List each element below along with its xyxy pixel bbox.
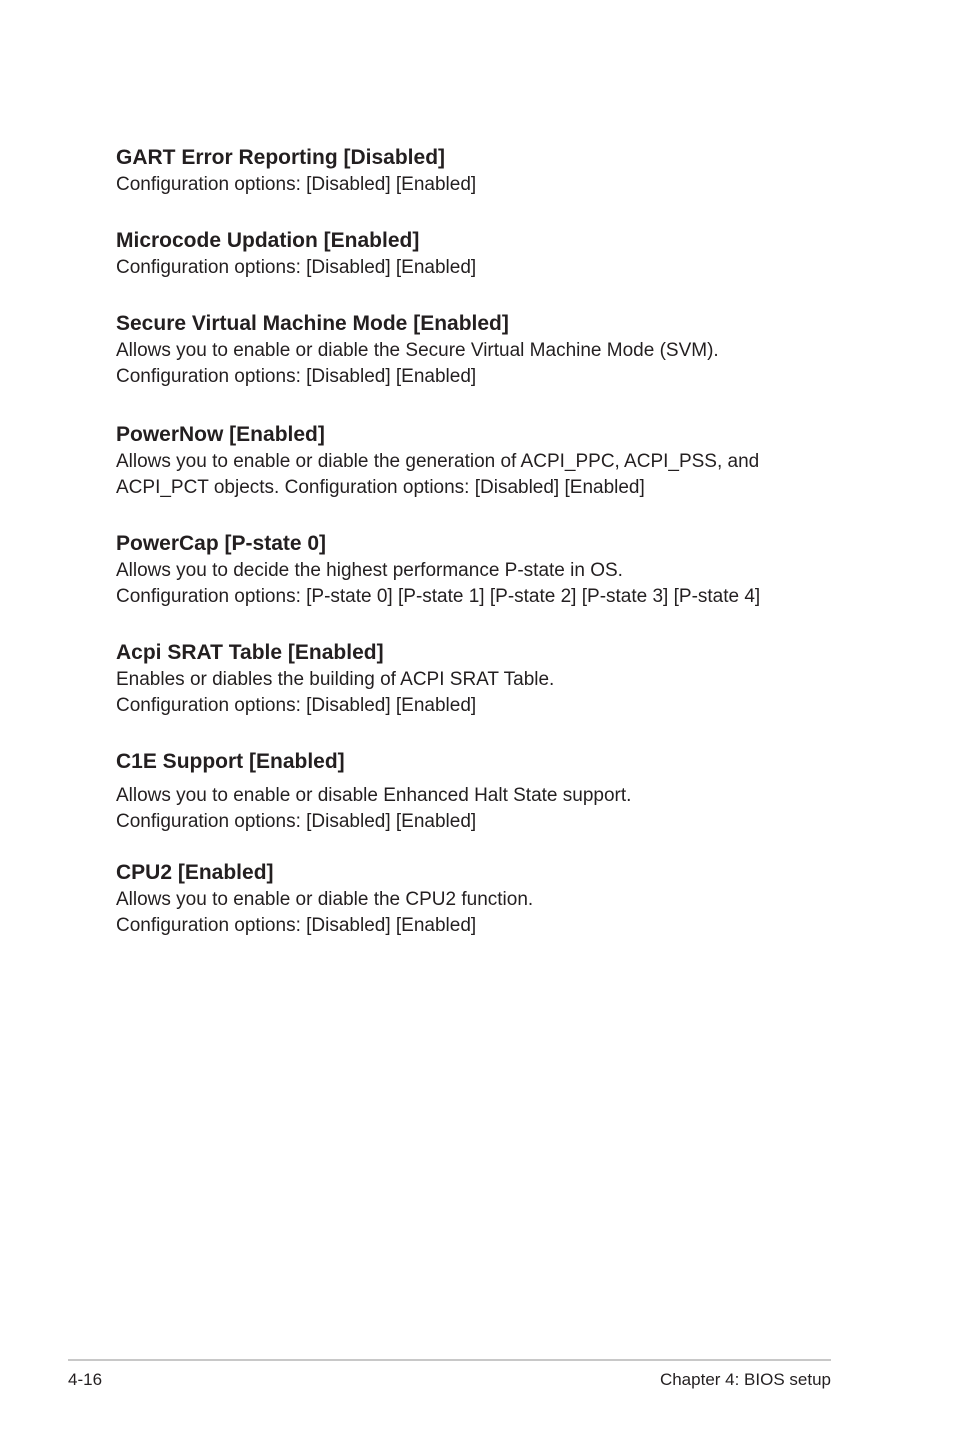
section-description	[116, 783, 836, 835]
section-c1e-support	[116, 747, 836, 835]
footer-divider	[68, 1359, 831, 1361]
section-line: Configuration options: [Disabled] [Enabled]	[116, 257, 477, 278]
section-title: C1E Support [Enabled]	[116, 750, 345, 773]
section-line: Allows you to decide the highest performance P-state in OS.	[116, 560, 623, 581]
section-title: Secure Virtual Machine Mode [Enabled]	[116, 312, 509, 335]
section-line: Configuration options: [Disabled] [Enabled]	[116, 695, 477, 716]
section-secure-virtual-machine-mode	[116, 309, 836, 390]
section-title: PowerCap [P-state 0]	[116, 532, 327, 555]
section-powercap	[116, 529, 836, 610]
section-microcode-updation	[116, 226, 836, 281]
chapter-label: Chapter 4: BIOS setup	[659, 1370, 831, 1389]
section-title: Microcode Updation [Enabled]	[116, 229, 420, 252]
section-line: ACPI_PCT objects. Configuration options: [Disabled] [Enabled]	[116, 477, 645, 498]
section-title: CPU2 [Enabled]	[116, 861, 274, 884]
section-line: Enables or diables the building of ACPI SRAT Table.	[116, 669, 555, 690]
section-title: GART Error Reporting [Disabled]	[116, 146, 446, 169]
section-title: PowerNow [Enabled]	[116, 423, 325, 446]
section-line: Configuration options: [Disabled] [Enabled]	[116, 366, 477, 387]
section-line: Configuration options: [P-state 0] [P-state 1] [P-state 2] [P-state 3] [P-state 4]	[116, 586, 761, 607]
section-powernow	[116, 420, 836, 501]
section-line: Allows you to enable or disable Enhanced Halt State support.	[116, 785, 632, 806]
section-line: Allows you to enable or diable the Secure Virtual Machine Mode (SVM).	[116, 340, 719, 361]
section-gart-error-reporting	[116, 143, 836, 198]
section-line: Configuration options: [Disabled] [Enabled]	[116, 811, 477, 832]
section-cpu2	[116, 858, 836, 939]
section-line: Allows you to enable or diable the CPU2 function.	[116, 889, 534, 910]
section-line: Configuration options: [Disabled] [Enabled]	[116, 915, 477, 936]
page-content	[116, 143, 836, 939]
section-line: Configuration options: [Disabled] [Enabled]	[116, 174, 477, 195]
section-acpi-srat-table	[116, 638, 836, 719]
section-line: Allows you to enable or diable the generation of ACPI_PPC, ACPI_PSS, and	[116, 451, 760, 472]
section-title: Acpi SRAT Table [Enabled]	[116, 641, 384, 664]
page-number: 4-16	[68, 1370, 103, 1389]
